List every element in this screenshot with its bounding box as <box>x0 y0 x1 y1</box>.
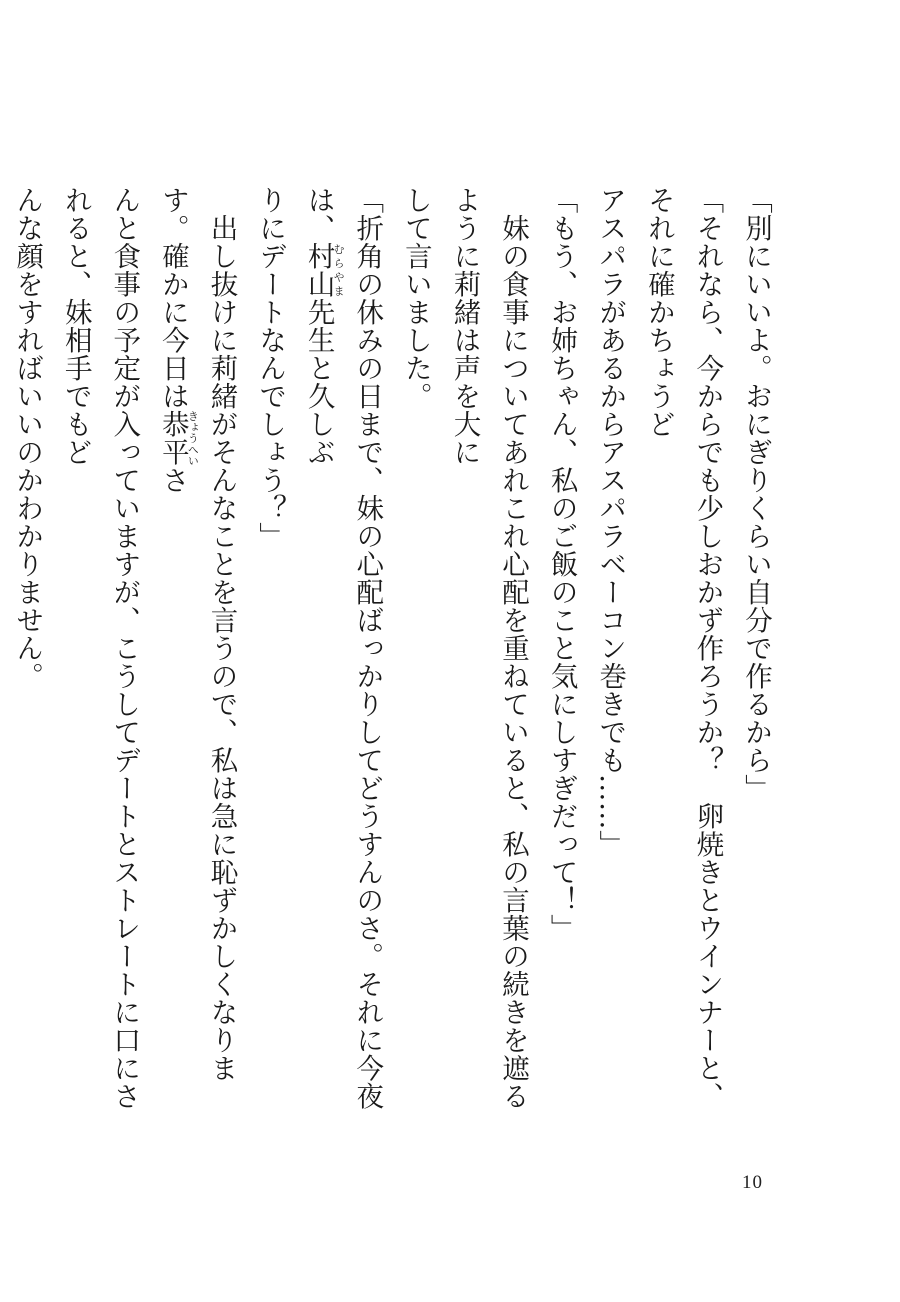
text-column <box>586 186 635 1136</box>
text-column <box>3 186 52 1136</box>
text-column <box>537 186 586 1136</box>
ruby-base-text: 恭平 <box>156 410 189 466</box>
ruby-base-text: 村山 <box>302 242 335 298</box>
text-column <box>294 186 391 1136</box>
ruby-reading: きょうへい <box>186 410 200 466</box>
text-column <box>51 186 148 1136</box>
text-segment: 「折角の休みの日まで、妹の心配ばっかりしてどうすんのさ。それに今夜は、 <box>302 186 384 1110</box>
text-segment: アスパラがあるからアスパラベーコン巻きでも……」 <box>594 186 627 858</box>
text-column <box>440 186 537 1136</box>
text-column <box>148 186 245 1136</box>
vertical-text-body <box>0 186 780 1136</box>
page-number: 10 <box>742 1172 763 1193</box>
text-column <box>0 186 3 1136</box>
ruby-annotation <box>156 410 200 466</box>
text-segment: んな顔をすればいいのかわかりません。 <box>11 186 44 690</box>
ruby-reading: むらやま <box>332 242 346 298</box>
text-column <box>634 186 731 1136</box>
text-segment: さ <box>156 466 189 494</box>
text-segment: して言いました。 <box>399 186 432 410</box>
text-segment: 「それなら、今からでも少しおかず作ろうか？ 卵焼きとウインナーと、それに確かちょうど <box>642 186 724 1110</box>
text-column <box>245 186 294 1136</box>
text-segment: 「もう、お姉ちゃん、私のご飯のこと気にしすぎだって！」 <box>545 186 578 942</box>
text-segment: 妹の食事についてあれこれ心配を重ねていると、私の言葉の続きを遮るように莉緒は声を大に <box>448 186 530 1110</box>
ruby-annotation <box>302 242 346 298</box>
text-segment: 「別にいいよ。おにぎりくらい自分で作るから」 <box>740 186 772 802</box>
text-segment: 出し抜けに莉緒がそんなことを言うので、私は急に恥ずかしくなります。確かに今日は <box>156 186 238 1082</box>
text-column <box>731 186 780 1136</box>
text-segment: 先生と久しぶ <box>302 298 335 466</box>
text-column <box>391 186 440 1136</box>
text-segment: りにデートなんでしょう？」 <box>254 186 287 550</box>
text-segment: んと食事の予定が入っていますが、こうしてデートとストレートに口にされると、妹相手でもど <box>59 186 141 1110</box>
